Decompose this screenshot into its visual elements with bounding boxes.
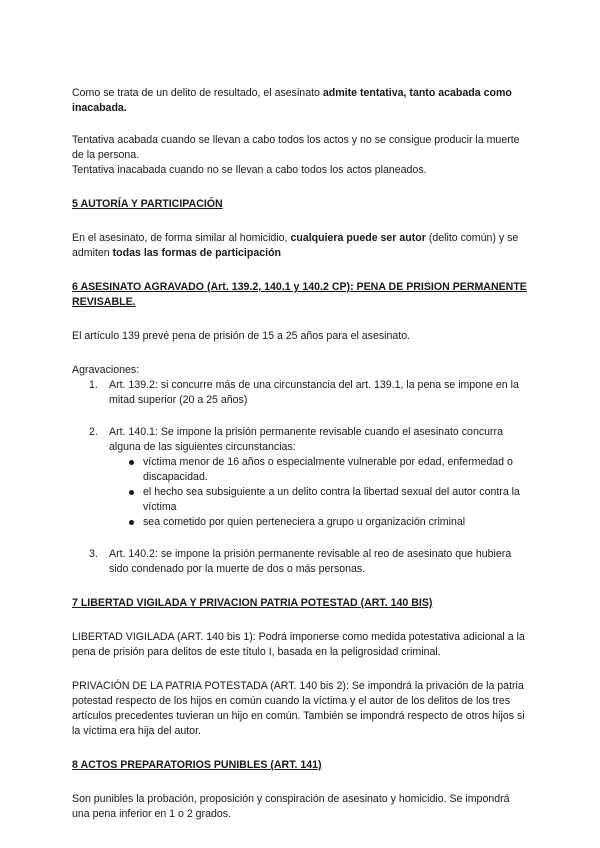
list-item bbox=[72, 378, 530, 408]
list-item-text: Art. 139.2: si concurre más de una circunstancia del art. 139.1, la pena se impone en la mitad superior (20 a 25 años) bbox=[109, 379, 519, 406]
privacion-patria-potestad-paragraph: PRIVACIÓN DE LA PATRIA POTESTADA (ART. 140 bis 2): Se impondrá la privación de la patria potestad respecto de los hijos en común cuando la víctima y el autor de los delitos de los tres artículos precedentes tuvieran un hijo en común. También se impondrá respecto de otros hijos si la víctima era hija del autor. bbox=[72, 680, 525, 737]
section-8-paragraph: Son punibles la probación, proposición y conspiración de asesinato y homicidio. Se impondrá una pena inferior en 1 o 2 grados. bbox=[72, 793, 510, 820]
agravaciones-list bbox=[72, 378, 530, 577]
tentativa-inacabada-paragraph: Tentativa inacabada cuando no se llevan a cabo todos los actos planeados. bbox=[72, 164, 427, 176]
bullet-text: víctima menor de 16 años o especialmente vulnerable por edad, enfermedad o discapacidad. bbox=[143, 456, 513, 483]
list-item-text: Art. 140.2: se impone la prisión permanente revisable al reo de asesinato que hubiera sido condenado por la muerte de dos o más personas. bbox=[109, 548, 512, 575]
section-6-paragraph: El artículo 139 prevé pena de prisión de 15 a 25 años para el asesinato. bbox=[72, 330, 411, 342]
list-item-number: 1. bbox=[89, 379, 98, 391]
bullet-item bbox=[109, 455, 530, 485]
section-7-heading: 7 LIBERTAD VIGILADA Y PRIVACION PATRIA POTESTAD (ART. 140 BIS) bbox=[72, 597, 433, 609]
list-item-text: Art. 140.1: Se impone la prisión permanente revisable cuando el asesinato concurra alguna de las siguientes circunstancias: bbox=[109, 426, 503, 453]
section-5-text-a: En el asesinato, de forma similar al homicidio, bbox=[72, 232, 291, 244]
circunstancias-list bbox=[109, 455, 530, 530]
bullet-icon bbox=[129, 460, 134, 465]
section-5-text-b: (delito común) y se admiten bbox=[72, 232, 519, 259]
intro-text: Como se trata de un delito de resultado, el asesinato bbox=[72, 87, 323, 99]
section-6-heading: 6 ASESINATO AGRAVADO (Art. 139.2, 140.1 y 140.2 CP): PENA DE PRISION PERMANENTE REVISABLE. bbox=[72, 281, 527, 308]
agravaciones-label: Agravaciones: bbox=[72, 364, 140, 376]
bullet-icon bbox=[129, 490, 134, 495]
bullet-text: sea cometido por quien perteneciera a grupo u organización criminal bbox=[143, 516, 466, 528]
list-item bbox=[72, 425, 530, 530]
bullet-text: el hecho sea subsiguiente a un delito contra la libertad sexual del autor contra la víctima bbox=[143, 486, 520, 513]
list-item-number: 3. bbox=[89, 548, 98, 560]
bullet-item bbox=[109, 485, 530, 515]
bullet-icon bbox=[129, 520, 134, 525]
section-5-bold-b: todas las formas de participación bbox=[112, 247, 282, 259]
section-5-heading: 5 AUTORÍA Y PARTICIPACIÓN bbox=[72, 198, 223, 210]
list-item bbox=[72, 547, 530, 577]
section-5-bold-a: cualquiera puede ser autor bbox=[290, 232, 426, 244]
libertad-vigilada-paragraph: LIBERTAD VIGILADA (ART. 140 bis 1): Podrá imponerse como medida potestativa adicional a la pena de prisión para delitos de este título I, basada en la peligrosidad criminal. bbox=[72, 631, 525, 658]
bullet-item bbox=[109, 515, 530, 530]
intro-bold-text: admite tentativa, tanto acabada como inacabada. bbox=[72, 87, 512, 114]
intro-paragraph-tentativa bbox=[72, 86, 530, 116]
section-8-heading: 8 ACTOS PREPARATORIOS PUNIBLES (ART. 141) bbox=[72, 759, 322, 771]
tentativa-acabada-paragraph: Tentativa acabada cuando se llevan a cabo todos los actos y no se consigue producir la muerte de la persona. bbox=[72, 134, 520, 161]
document-page bbox=[72, 86, 530, 822]
list-item-number: 2. bbox=[89, 426, 98, 438]
section-5-paragraph bbox=[72, 231, 530, 261]
